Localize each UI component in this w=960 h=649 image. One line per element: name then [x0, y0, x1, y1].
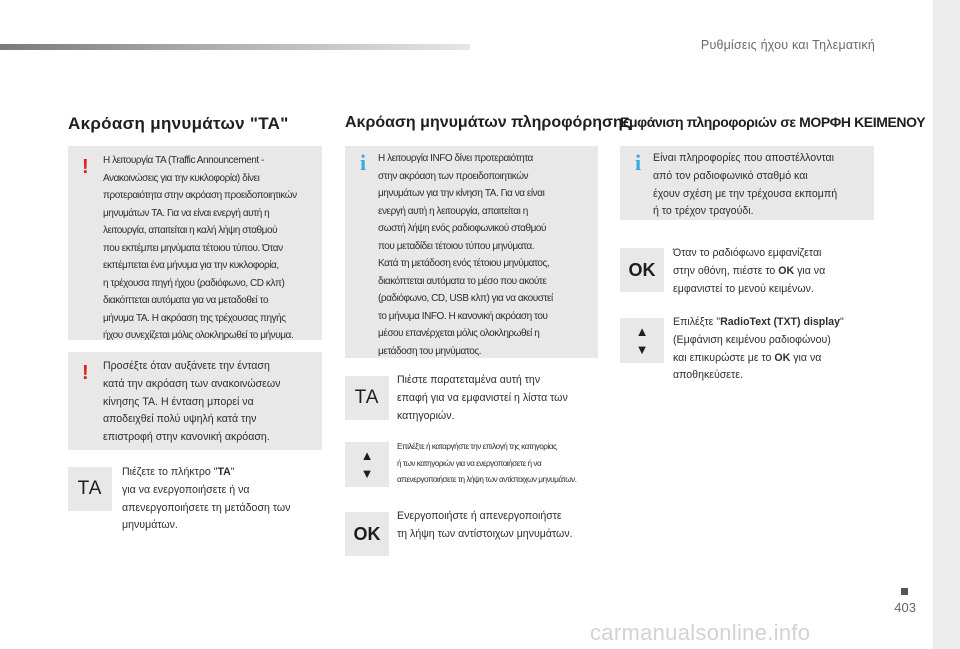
watermark: carmanualsonline.info — [590, 620, 811, 645]
arrow-down-icon: ▼ — [635, 341, 649, 357]
warning-icon: ! — [82, 362, 89, 384]
text-info-note-text: Είναι πληροφορίες που αποστέλλονται από τον ραδιοφωνικό σταθμό και έχουν σχέση με την τρέχουσα εκπομπή ή το τρέχον τραγούδι. — [653, 152, 838, 218]
ta-warning-text: Η λειτουργία TA (Traffic Announcement - Ανακοινώσεις για την κυκλοφορία) δίνει προτεραιότητα στην ακρόαση προειδοποιητικών μηνυμάτων TA. Για να είναι ενεργή αυτή η λειτουργία, απαιτείται η καλή λήψη σταθμού που εκπέμπει μηνύματα τέτοιου τύπου. Όταν εκπέμπεται ένα μήνυμα για την κυκλοφορία, η τρέχουσα πηγή ήχου (ραδιόφωνο, CD κλπ) διακόπτεται αυτόματα για να μεταδοθεί το μήνυμα TA. Η ακρόαση της τρέχουσας πηγής ήχου συνεχίζεται μόλις ολοκληρωθεί το μήνυμα. — [103, 155, 297, 341]
warning-icon: ! — [82, 156, 89, 178]
info-note-box — [345, 146, 598, 358]
ta-warning-box — [68, 146, 322, 340]
ta-messages-title: Ακρόαση μηνυμάτων "TA" — [68, 114, 289, 133]
up-down-arrows-icon — [345, 442, 389, 487]
info-icon: i — [635, 150, 642, 175]
info-note-text: Η λειτουργία INFO δίνει προτεραιότητα στην ακρόαση των προειδοποιητικών μηνυμάτων για την κίνηση TA. Για να είναι ενεργή αυτή η λειτουργία, απαιτείται η σωστή λήψη ενός ραδιοφωνικού σταθμού που μεταδίδει τέτοιου τύπου μηνύματα. Κατά τη μετάδοση ενός τέτοιου μηνύματος, διακόπτεται αυτόματα το μέσο που ακούτε (ραδιόφωνο, CD, USB κλπ) για να ακουστεί το μήνυμα INFO. Η κανονική ακρόαση του μέσου επανέρχεται μόλις ολοκληρωθεί η μετάδοση του μηνύματος. — [378, 153, 553, 357]
section-header-title: Ρυθμίσεις ήχου και Τηλεματική — [700, 38, 875, 52]
text-info-title: Εμφάνιση πληροφοριών σε ΜΟΡΦΗ ΚΕΙΜΕΝΟΥ — [620, 114, 926, 130]
header-decor-bar — [0, 44, 470, 50]
arrow-up-icon: ▲ — [635, 323, 649, 339]
page-number: 403 — [894, 600, 916, 615]
ta-key-instruction: Πιέζετε το πλήκτρο "TA" για να ενεργοποιήσετε ή να απενεργοποιήσετε τη μετάδοση των μηνυμάτων. — [122, 466, 291, 532]
up-down-arrows-icon — [620, 318, 664, 363]
ta-key-icon: TA — [345, 376, 389, 420]
volume-warning-box — [68, 352, 322, 450]
ta-key-icon: TA — [68, 467, 112, 511]
text-info-note-box — [620, 146, 874, 220]
radiotext-select-instruction: Επιλέξτε "RadioText (TXT) display" (Εμφάνιση κειμένου ραδιοφώνου) και επικυρώστε με το OK για να αποθηκεύσετε. — [673, 316, 844, 382]
volume-warning-text: Προσέξτε όταν αυξάνετε την ένταση κατά την ακρόαση των ανακοινώσεων κίνησης TA. Η ένταση μπορεί να αποδειχθεί πολύ υψηλή κατά την επιστροφή στην κανονική ακρόαση. — [103, 360, 281, 444]
page-marker — [901, 588, 908, 595]
arrow-down-icon: ▼ — [360, 465, 374, 481]
category-select-instruction: Επιλέξτε ή καταργήστε την επιλογή της κατηγορίας ή των κατηγοριών για να ενεργοποιήσετε ή να απενεργοποιήσετε τη λήψη των αντίστοιχων μηνυμάτων. — [397, 442, 577, 484]
ok-text-menu-instruction: Όταν το ραδιόφωνο εμφανίζεται στην οθόνη, πιέστε το OK για να εμφανιστεί το μενού κειμένων. — [673, 247, 826, 295]
info-messages-title: Ακρόαση μηνυμάτων πληροφόρησης — [345, 114, 632, 131]
ok-key-icon: OK — [345, 512, 389, 556]
ta-long-press-instruction: Πιέστε παρατεταμένα αυτή την επαφή για να εμφανιστεί η λίστα των κατηγοριών. — [397, 374, 568, 422]
page-side-strip — [933, 0, 960, 649]
ok-activate-instruction: Ενεργοποιήστε ή απενεργοποιήστε τη λήψη των αντίστοιχων μηνυμάτων. — [397, 510, 573, 540]
ok-key-icon: OK — [620, 248, 664, 292]
info-icon: i — [360, 150, 367, 175]
arrow-up-icon: ▲ — [360, 447, 374, 463]
